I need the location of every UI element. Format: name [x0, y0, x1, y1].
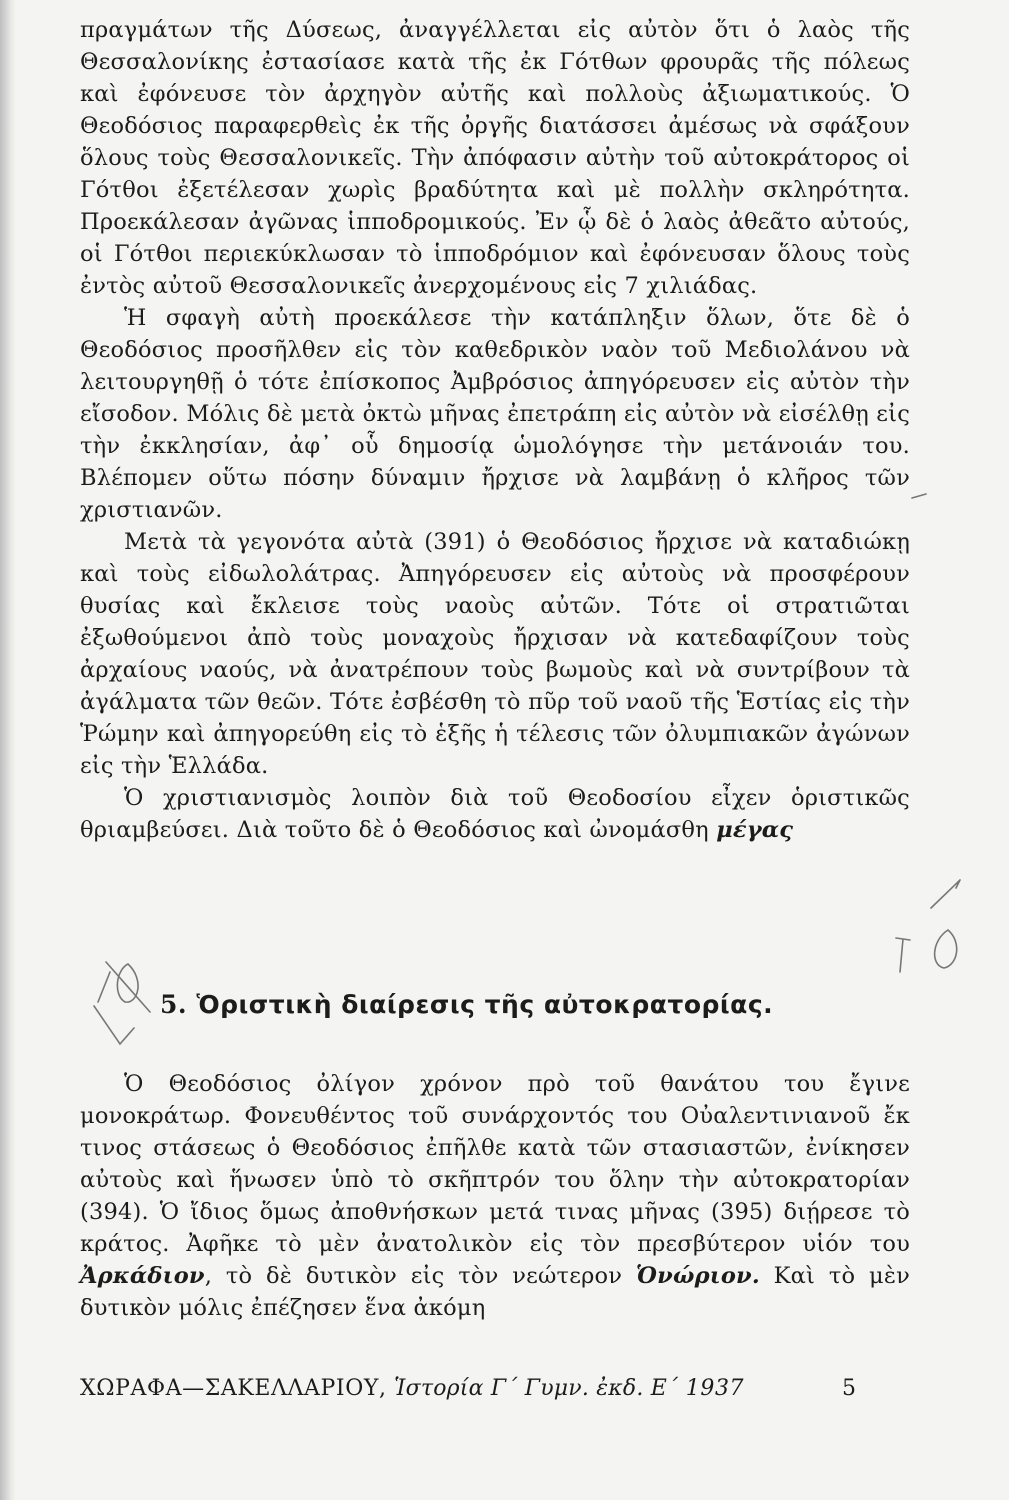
pencil-mark-left [94, 962, 150, 1044]
pencil-dash-right [912, 494, 926, 498]
name-honorios: Ὁνώριον. [635, 1263, 760, 1289]
paragraph-5-part-c: Καὶ τὸ μὲν δυτικὸν μόλις ἐπέζησεν ἕνα ἀκόμη [80, 1263, 910, 1321]
paragraph-5-part-a: Ὁ Θεοδόσιος ὀλίγον χρόνον πρὸ τοῦ θανάτου του ἔγινε μονοκράτωρ. Φονευθέντος τοῦ συνάρχοντός του Οὐαλεντινιανοῦ ἔκ τινος στάσεως ὁ Θεοδόσιος ἐπῆλθε κατὰ τῶν στασιαστῶν, ἐνίκησεν αὐτοὺς καὶ ἥνωσεν ὑπὸ τὸ σκῆπτρόν του ὅλην τὴν αὐτοκρατορίαν (394). Ὁ ἴδιος ὅμως ἀποθνήσκων μετά τινας μῆνας (395) διῄρεσε τὸ κράτος. Ἀφῆκε τὸ μὲν ἀνατολικὸν εἰς τὸν πρεσβύτερον υἱόν του [80, 1071, 910, 1257]
emphasis-megas: μέγας [716, 817, 794, 843]
page-number: 5 [842, 1376, 856, 1401]
footer-year: 1937 [685, 1376, 745, 1401]
paragraph-5-part-b: , τὸ δὲ δυτικὸν εἰς τὸν νεώτερον [204, 1263, 636, 1289]
section-title: Ὁριστικὴ διαίρεσις τῆς αὐτοκρατορίας. [196, 990, 774, 1019]
pencil-mark-right [896, 880, 960, 972]
paragraph-2: Ἡ σφαγὴ αὐτὴ προεκάλεσε τὴν κατάπληξιν ὅλων, ὅτε δὲ ὁ Θεοδόσιος προσῆλθεν εἰς τὸν καθεδρικὸν ναὸν τοῦ Μεδιολάνου νὰ λειτουργηθῇ ὁ τότε ἐπίσκοπος Ἀμβρόσιος ἀπηγόρευσεν εἰς αὐτὸν τὴν εἴσοδον. Μόλις δὲ μετὰ ὀκτὼ μῆνας ἐπετράπη εἰς αὐτὸν νὰ εἰσέλθῃ εἰς τὴν ἐκκλησίαν, ἀφ᾿ οὗ δημοσίᾳ ὡμολόγησε τὴν μετάνοιάν του. Βλέπομεν οὕτω πόσην δύναμιν ἤρχισε νὰ λαμβάνῃ ὁ κλῆρος τῶν χριστιανῶν. [80, 305, 910, 523]
footer-authors: ΧΩΡΑΦΑ—ΣΑΚΕΛΛΑΡΙΟΥ, [80, 1376, 387, 1401]
section-number: 5. [160, 990, 188, 1019]
paragraph-4-text: Ὁ χριστιανισμὸς λοιπὸν διὰ τοῦ Θεοδοσίου εἶχεν ὁριστικῶς θριαμβεύσει. Διὰ τοῦτο δὲ ὁ Θεοδόσιος καὶ ὠνομάσθη [80, 785, 910, 843]
paragraph-3: Μετὰ τὰ γεγονότα αὐτὰ (391) ὁ Θεοδόσιος ἤρχισε νὰ καταδιώκῃ καὶ τοὺς εἰδωλολάτρας. Ἀπηγόρευσεν εἰς αὐτοὺς νὰ προσφέρουν θυσίας καὶ ἔκλεισε τοὺς ναοὺς αὐτῶν. Τότε οἱ στρατιῶται ἐξωθούμενοι ἀπὸ τοὺς μοναχοὺς ἤρχισαν νὰ κατεδαφίζουν τοὺς ἀρχαίους ναούς, νὰ ἀνατρέπουν τοὺς βωμοὺς καὶ νὰ συντρίβουν τὰ ἀγάλματα τῶν θεῶν. Τότε ἐσβέσθη τὸ πῦρ τοῦ ναοῦ τῆς Ἑστίας εἰς τὴν Ῥώμην καὶ ἀπηγορεύθη εἰς τὸ ἑξῆς ἡ τέλεσις τῶν ὀλυμπιακῶν ἀγώνων εἰς τὴν Ἑλλάδα. [80, 529, 910, 779]
footer-book-title: Ἱστορία Γ΄ Γυμν. ἐκδ. Ε΄ [394, 1376, 679, 1401]
name-arkadios: Ἀρκάδιον [80, 1263, 205, 1289]
paragraph-1: πραγμάτων τῆς Δύσεως, ἀναγγέλλεται εἰς αὐτὸν ὅτι ὁ λαὸς τῆς Θεσσαλονίκης ἐστασίασε κατὰ τῆς ἐκ Γότθων φρουρᾶς τῆς πόλεως καὶ ἐφόνευσε τὸν ἀρχηγὸν αὐτῆς καὶ πολλοὺς ἀξιωματικούς. Ὁ Θεοδόσιος παραφερθεὶς ἐκ τῆς ὀργῆς διατάσσει ἀμέσως νὰ σφάξουν ὅλους τοὺς Θεσσαλονικεῖς. Τὴν ἀπόφασιν αὐτὴν τοῦ αὐτοκράτορος οἱ Γότθοι ἐξετέλεσαν χωρὶς βραδύτητα καὶ μὲ πολλὴν σκληρότητα. Προεκάλεσαν ἀγῶνας ἱπποδρομικούς. Ἐν ᾧ δὲ ὁ λαὸς ἀθεᾶτο αὐτούς, οἱ Γότθοι περιεκύκλωσαν τὸ ἱπποδρόμιον καὶ ἐφόνευσαν ὅλους τοὺς ἐντὸς αὐτοῦ Θεσσαλονικεῖς ἀνερχομένους εἰς 7 χιλιάδας. [80, 17, 910, 299]
